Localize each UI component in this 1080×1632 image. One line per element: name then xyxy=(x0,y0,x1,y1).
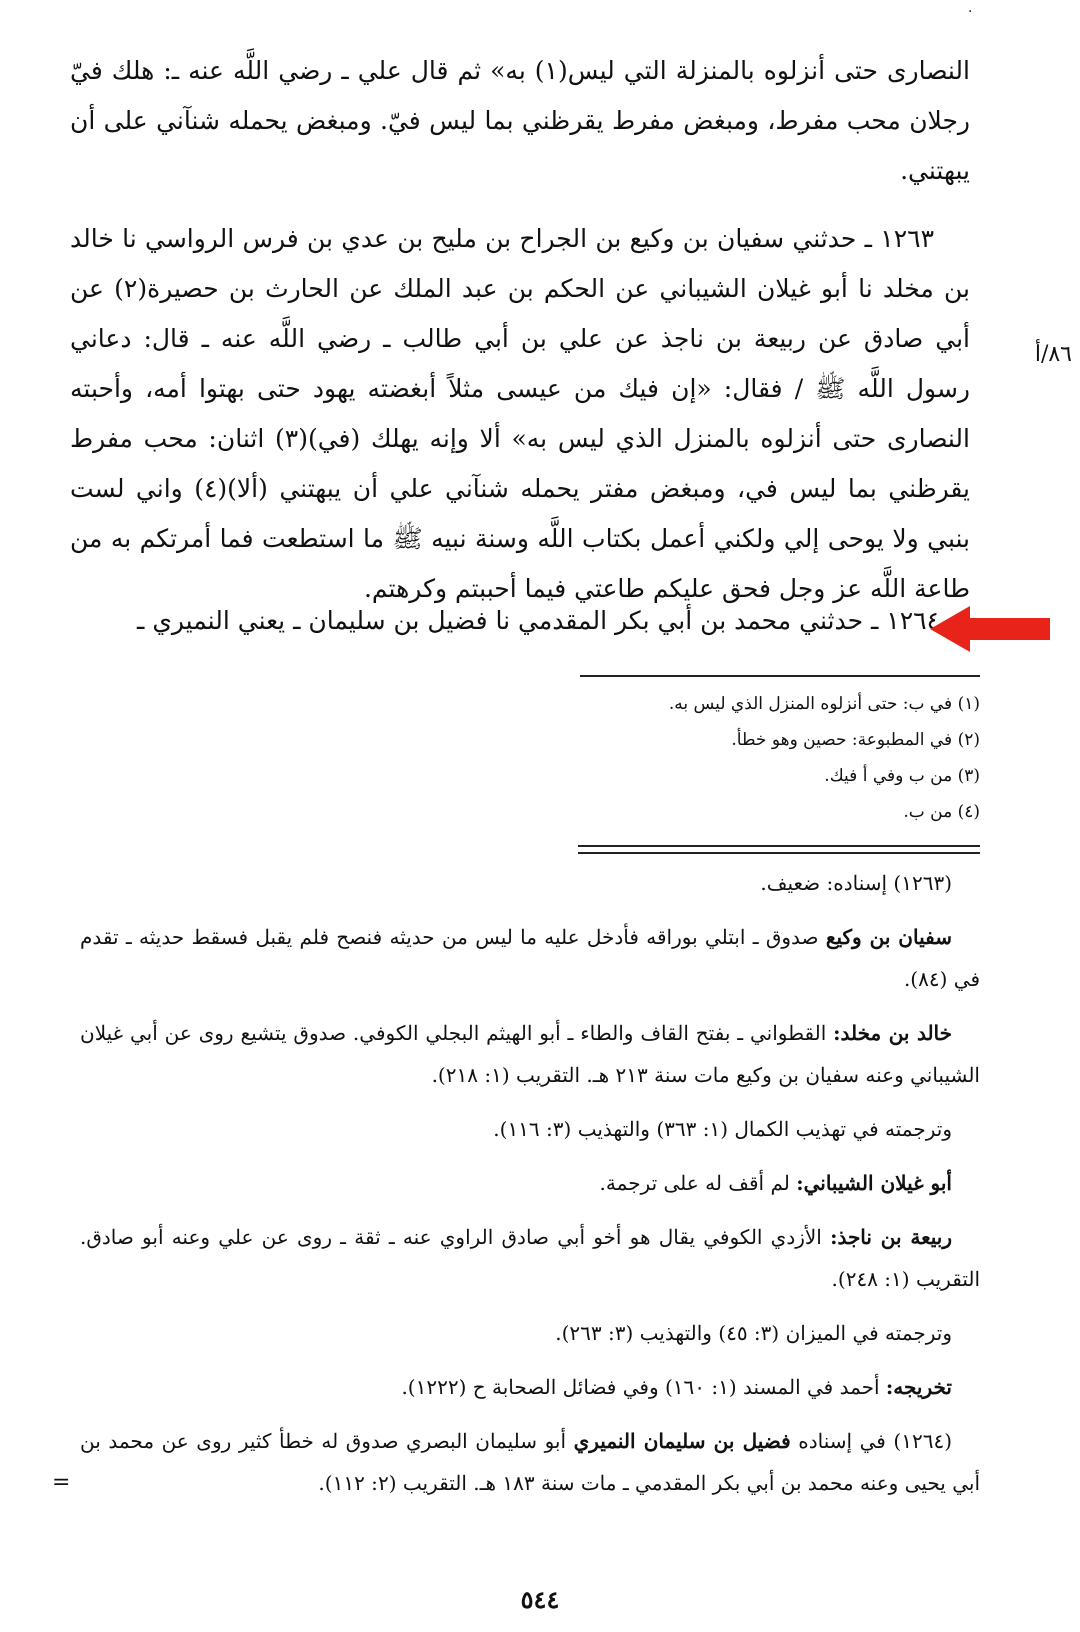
commentary-1263-grade: (١٢٦٣) إسناده: ضعيف. xyxy=(760,871,952,895)
commentary-1264 xyxy=(80,1420,980,1504)
hadith-1264: ١٢٦٤ ـ حدثني محمد بن أبي بكر المقدمي نا فضيل بن سليمان ـ يعني النميري ـ xyxy=(137,606,940,635)
footnote-divider xyxy=(580,675,980,677)
commentary-takhrij xyxy=(80,1366,980,1408)
narrator-note: صدوق ـ ابتلي بوراقه فأدخل عليه ما ليس من حديثه فنصح فلم يقبل فسقط حديثه ـ تقدم في (٨٤). xyxy=(80,925,980,991)
page-number: ٥٤٤ xyxy=(520,1585,560,1614)
commentary-khalid xyxy=(80,1012,980,1096)
narrator-name: ربيعة بن ناجذ: xyxy=(830,1225,952,1249)
footnote-2: (٢) في المطبوعة: حصين وهو خطأ. xyxy=(731,730,980,750)
red-arrow-icon xyxy=(930,606,1050,652)
narrator-name: فضيل بن سليمان النميري xyxy=(573,1429,791,1453)
footnote-1: (١) في ب: حتى أنزلوه المنزل الذي ليس به. xyxy=(668,694,980,714)
paragraph-continuation: النصارى حتى أنزلوه بالمنزلة التي ليس(١) به» ثم قال علي ـ رضي اللَّه عنه ـ: هلك فيّ رجلان محب مفرط، ومبغض مفرط يقرظني بما ليس فيّ. ومبغض يحمله شنآني على أن يبهتني. xyxy=(70,56,970,185)
narrator-note: القطواني ـ بفتح القاف والطاء ـ أبو الهيثم البجلي الكوفي. صدوق يتشيع روى عن أبي غيلان الشيباني وعنه سفيان بن وكيع مات سنة ٢١٣ هـ. التقريب (١: ٢١٨). xyxy=(80,1021,980,1087)
commentary-divider-top xyxy=(578,845,980,847)
commentary-rabia-refs: وترجمته في الميزان (٣: ٤٥) والتهذيب (٣: ٢٦٣). xyxy=(555,1321,952,1345)
footnote-3: (٣) من ب وفي أ فيك. xyxy=(824,766,980,786)
commentary-khalid-refs: وترجمته في تهذيب الكمال (١: ٣٦٣) والتهذيب (٣: ١١٦). xyxy=(493,1117,952,1141)
narrator-note: الأزدي الكوفي يقال هو أخو أبي صادق الراوي عنه ـ ثقة ـ روى عن علي وعنه أبو صادق. التقريب (١: ٢٤٨). xyxy=(80,1225,980,1291)
commentary-sufyan xyxy=(80,916,980,1000)
commentary-divider-bottom xyxy=(578,852,980,854)
margin-folio-mark: ٨٦/أ xyxy=(1034,342,1072,367)
hadith-1263: ١٢٦٣ ـ حدثني سفيان بن وكيع بن الجراح بن مليح بن عدي بن فرس الرواسي نا خالد بن مخلد نا أبو غيلان الشيباني عن الحكم بن عبد الملك عن الحارث بن حصيرة(٢) عن أبي صادق عن ربيعة بن ناجذ عن علي بن أبي طالب ـ رضي اللَّه عنه ـ قال: دعاني رسول اللَّه ﷺ / فقال: «إن فيك من عيسى مثلاً أبغضته يهود حتى بهتوا أمه، وأحبته النصارى حتى أنزلوه بالمنزل الذي ليس به» ألا وإنه يهلك (في)(٣) اثنان: محب مفرط يقرظني بما ليس في، ومبغض مفتر يحمله شنآني علي أن يبهتني (ألا)(٤) واني لست بنبي ولا يوحى إلي ولكني أعمل بكتاب اللَّه وسنة نبيه ﷺ ما استطعت فما أمرتكم به من طاعة اللَّه عز وجل فحق عليكم طاعتي فيما أحببتم وكرهتم. xyxy=(70,224,970,603)
continuation-mark: = xyxy=(52,1470,71,1495)
narrator-note: لم أقف له على ترجمة. xyxy=(599,1171,797,1195)
takhrij-label: تخريجه: xyxy=(885,1375,952,1399)
narrator-note: أبو سليمان البصري صدوق له خطأ كثير روى عن محمد بن أبي يحيى وعنه محمد بن أبي بكر المقدمي ـ مات سنة ١٨٣ هـ. التقريب (٢: ١١٢). xyxy=(80,1429,980,1495)
takhrij-note: أحمد في المسند (١: ١٦٠) وفي فضائل الصحابة ح (١٢٢٢). xyxy=(401,1375,886,1399)
narrator-name: سفيان بن وكيع xyxy=(825,925,952,949)
footnote-4: (٤) من ب. xyxy=(903,802,980,822)
top-tick-mark: · xyxy=(968,4,973,20)
commentary-abu-ghaylan xyxy=(80,1162,980,1204)
footnotes xyxy=(460,686,980,830)
commentary-prefix: (١٢٦٤) في إسناده xyxy=(790,1429,952,1453)
main-text xyxy=(70,46,970,632)
narrator-name: خالد بن مخلد: xyxy=(833,1021,953,1045)
commentary-rabia xyxy=(80,1216,980,1300)
narrator-name: أبو غيلان الشيباني: xyxy=(796,1171,952,1195)
commentary xyxy=(80,862,980,1516)
